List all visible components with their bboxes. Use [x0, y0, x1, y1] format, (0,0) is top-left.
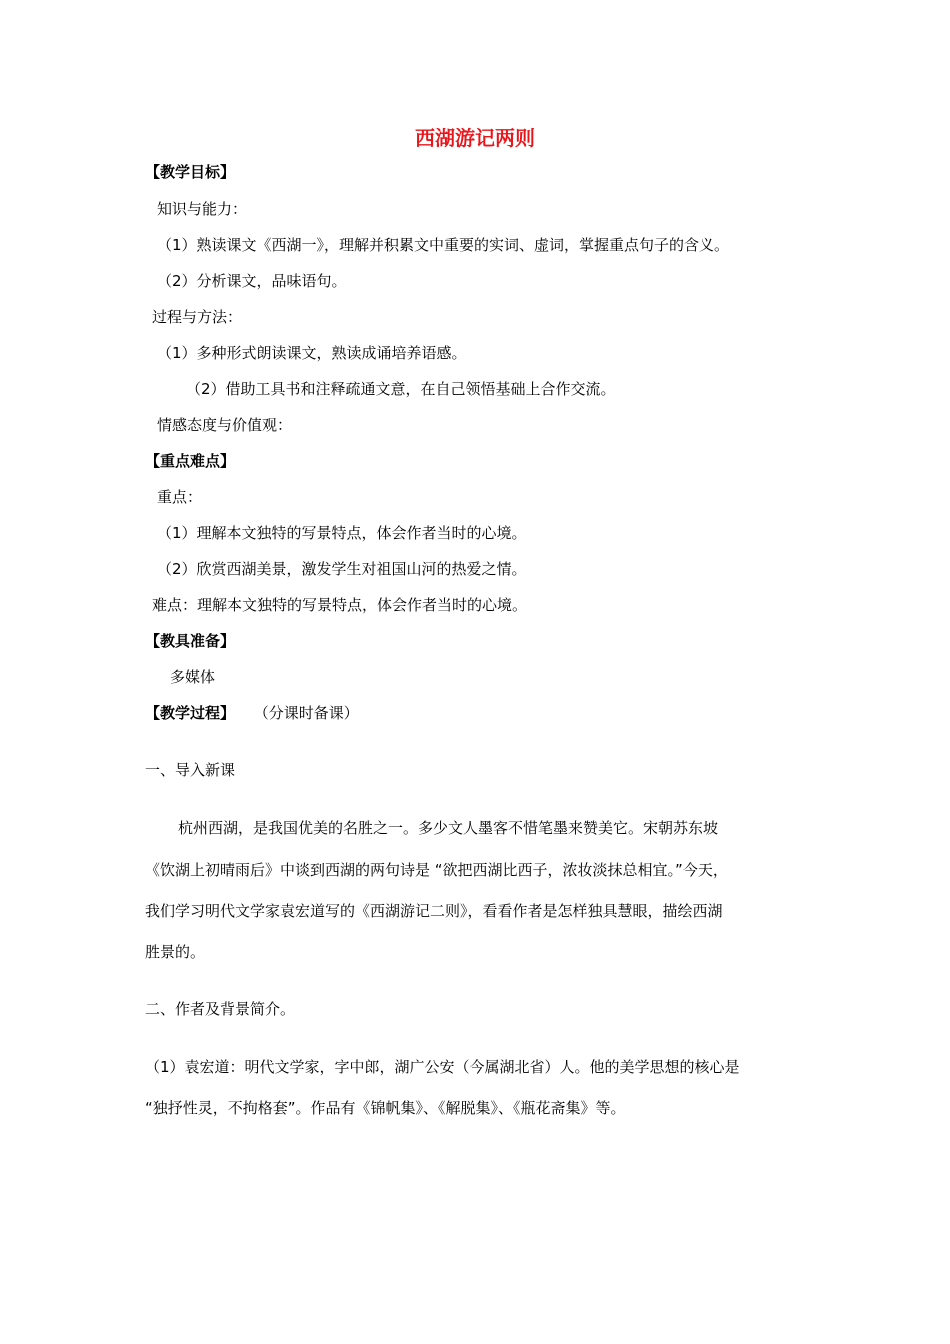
objectives-heading: 【教学目标】 [145, 163, 236, 181]
part2-item-1-line-1: （1）袁宏道：明代文学家，字中郎，湖广公安（今属湖北省）人。他的美学思想的核心是 [145, 1058, 740, 1076]
process-heading: 【教学过程】 [145, 704, 236, 722]
process-heading-row [145, 702, 359, 724]
knowledge-item-2: （2）分析课文，品味语句。 [157, 272, 347, 290]
difficulty-text: 难点：理解本文独特的写景特点，体会作者当时的心境。 [152, 596, 528, 614]
part2-heading: 二、作者及背景简介。 [145, 1000, 296, 1018]
part1-paragraph-line-4: 胜景的。 [145, 943, 206, 961]
emotion-label: 情感态度与价值观： [157, 416, 293, 434]
process-label: 过程与方法： [152, 308, 243, 326]
knowledge-item-1: （1）熟读课文《西湖一》，理解并积累文中重要的实词、虚词，掌握重点句子的含义。 [157, 236, 730, 254]
part1-paragraph-line-1: 杭州西湖，是我国优美的名胜之一。多少文人墨客不惜笔墨来赞美它。宋朝苏东坡 [178, 819, 719, 837]
knowledge-label: 知识与能力： [157, 200, 248, 218]
part1-paragraph-line-2: 《饮湖上初晴雨后》中谈到西湖的两句诗是 “欲把西湖比西子，浓妆淡抹总相宜。”今天， [145, 861, 728, 879]
tools-item: 多媒体 [170, 668, 216, 686]
part2-item-1-line-2: “独抒性灵，不拘格套”。作品有《锦帆集》、《解脱集》、《瓶花斋集》等。 [145, 1099, 626, 1117]
key-item-2: （2）欣赏西湖美景，激发学生对祖国山河的热爱之情。 [157, 560, 527, 578]
process-heading-note: （分课时备课） [253, 704, 359, 722]
document-title: 西湖游记两则 [415, 126, 535, 150]
tools-heading: 【教具准备】 [145, 632, 236, 650]
keypoints-heading: 【重点难点】 [145, 452, 236, 470]
part1-paragraph-line-3: 我们学习明代文学家袁宏道写的《西湖游记二则》，看看作者是怎样独具慧眼，描绘西湖 [145, 902, 723, 920]
part1-heading: 一、导入新课 [145, 761, 236, 779]
key-label: 重点： [157, 488, 203, 506]
process-item-2: （2）借助工具书和注释疏通文意，在自己领悟基础上合作交流。 [186, 380, 616, 398]
key-item-1: （1）理解本文独特的写景特点，体会作者当时的心境。 [157, 524, 527, 542]
process-item-1: （1）多种形式朗读课文，熟读成诵培养语感。 [157, 344, 467, 362]
